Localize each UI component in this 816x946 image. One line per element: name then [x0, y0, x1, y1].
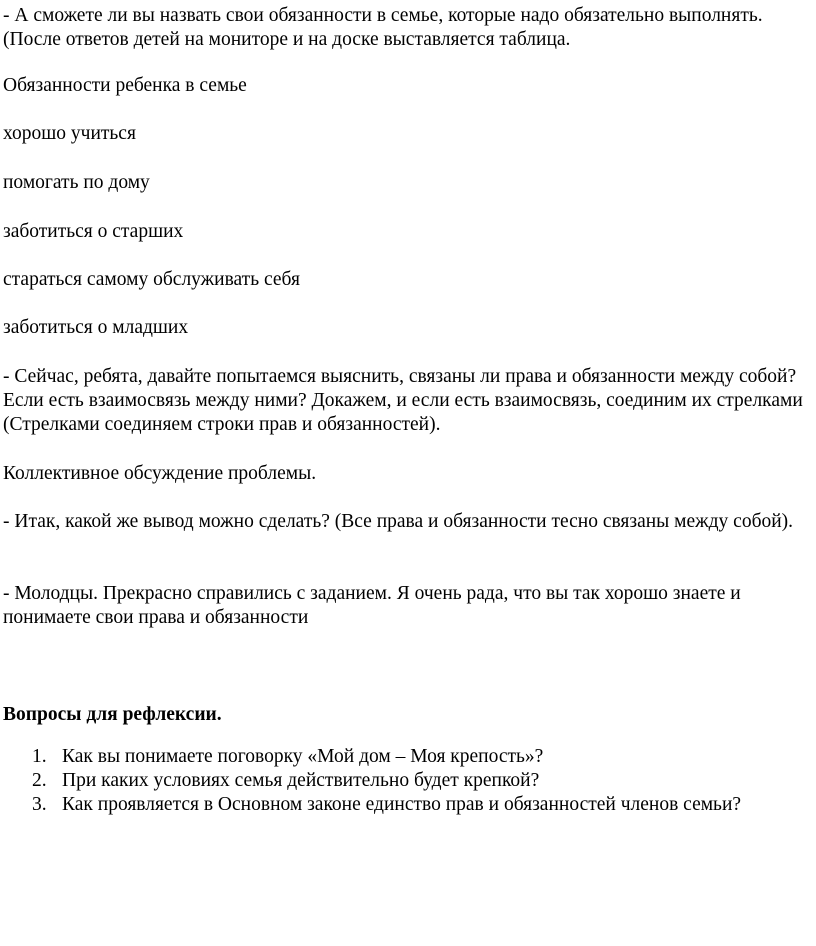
list-item-number: 2. [32, 770, 47, 791]
list-item-text: Как проявляется в Основном законе единство прав и обязанностей членов семьи? [62, 794, 742, 815]
list-item-text: При каких условиях семья действительно будет крепкой? [62, 770, 540, 791]
list-item [0, 793, 800, 817]
rights-duties-paragraph: - Сейчас, ребята, давайте попытаемся выяснить, связаны ли права и обязанности между собой? Если есть взаимосвязь между ними? Докажем, и если есть взаимосвязь, соединим их стрелками (Стрелками соединяем строки прав и обязанностей). [3, 366, 803, 435]
discussion-paragraph: Коллективное обсуждение проблемы. [3, 463, 317, 484]
list-item-number: 3. [32, 794, 47, 815]
list-item [0, 769, 800, 793]
duty-item-help-home: помогать по дому [3, 172, 150, 193]
praise-paragraph: - Молодцы. Прекрасно справились с заданием. Я очень рада, что вы так хорошо знаете и понимаете свои права и обязанности [3, 583, 741, 628]
conclusion-paragraph: - Итак, какой же вывод можно сделать? (Все права и обязанности тесно связаны между собой). [3, 511, 794, 532]
reflection-questions-list [0, 745, 800, 817]
duty-item-study: хорошо учиться [3, 123, 136, 144]
duty-item-care-elders: заботиться о старших [3, 221, 184, 242]
list-item-number: 1. [32, 746, 47, 767]
duty-item-care-younger: заботиться о младших [3, 317, 189, 338]
list-item-text: Как вы понимаете поговорку «Мой дом – Моя крепость»? [62, 746, 544, 767]
table-title: Обязанности ребенка в семье [3, 75, 247, 96]
list-item [0, 745, 800, 769]
reflection-heading: Вопросы для рефлексии. [3, 704, 222, 725]
duty-item-self-care: стараться самому обслуживать себя [3, 269, 300, 290]
intro-paragraph: - А сможете ли вы назвать свои обязанности в семье, которые надо обязательно выполнять. (После ответов детей на мониторе и на доске выставляется таблица. [3, 5, 763, 50]
